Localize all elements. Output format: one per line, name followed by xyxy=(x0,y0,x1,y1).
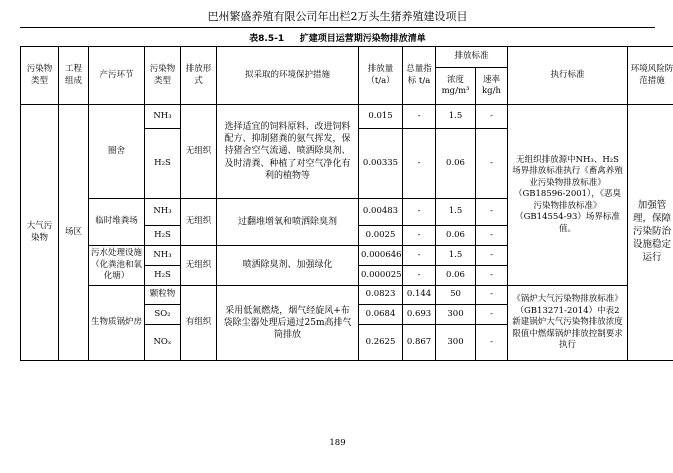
cell-exec: 无组织排放源中NH₃、H₂S场界排放标准执行《畜禽养殖业污染物排放标准》（GB18596-2001），《恶臭污染物排放标准》（GB14554-93）场界标准值。 xyxy=(508,105,628,286)
cell-rate: - xyxy=(476,129,508,199)
cell-measures: 过翻堆增氧和喷洒除臭剂 xyxy=(217,199,359,246)
emission-table xyxy=(20,46,673,361)
caption-label: 表8.5-1 xyxy=(249,34,285,44)
cell-amount: 0.000646 xyxy=(359,246,403,266)
col-header-conc: 浓度 mg/m³ xyxy=(436,68,476,105)
table-caption xyxy=(20,31,655,44)
cell-source: 生物质锅炉房 xyxy=(89,286,145,361)
cell-conc: 0.06 xyxy=(436,226,476,246)
cell-total: 0.693 xyxy=(403,305,436,325)
table-row xyxy=(21,105,673,129)
cell-pollutant: NH₃ xyxy=(145,199,181,226)
table-row xyxy=(21,286,673,305)
cell-amount: 0.0823 xyxy=(359,286,403,305)
cell-total: - xyxy=(403,226,436,246)
cell-rate: - xyxy=(476,226,508,246)
page-header: 巴州繁盛养殖有限公司年出栏2万头生猪养殖建设项目 xyxy=(207,10,468,23)
col-header-exec: 执行标准 xyxy=(508,47,628,105)
col-header-standard: 排放标准 xyxy=(436,47,508,68)
header-rule xyxy=(20,27,655,28)
cell-pollutant: H₂S xyxy=(145,129,181,199)
cell-pollutant: H₂S xyxy=(145,226,181,246)
cell-conc: 0.06 xyxy=(436,129,476,199)
cell-form: 有组织 xyxy=(181,286,217,361)
cell-total: 0.144 xyxy=(403,286,436,305)
col-header-amount: 排放量（t/a） xyxy=(359,47,403,105)
cell-form: 无组织 xyxy=(181,105,217,199)
cell-measures: 喷洒除臭剂、加强绿化 xyxy=(217,246,359,286)
col-header-pollutant: 污染物类型 xyxy=(145,47,181,105)
cell-pollutant: NH₃ xyxy=(145,105,181,129)
cell-rate: - xyxy=(476,199,508,226)
cell-amount: 0.0025 xyxy=(359,226,403,246)
cell-rate: - xyxy=(476,286,508,305)
cell-rate: - xyxy=(476,305,508,325)
cell-type: 大气污染物 xyxy=(21,105,59,361)
col-header-risk: 环境风险防范措施 xyxy=(628,47,673,105)
cell-amount: 0.00335 xyxy=(359,129,403,199)
cell-source: 圈舍 xyxy=(89,105,145,199)
caption-title: 扩建项目运营期污染物排放清单 xyxy=(299,34,426,44)
cell-exec: 《锅炉大气污染物排放标准》（GB13271-2014）中表2新建锅炉大气污染物排放浓度限值中燃煤锅炉排放控制要求执行 xyxy=(508,286,628,361)
cell-rate: - xyxy=(476,105,508,129)
cell-measures: 采用低氮燃烧，烟气经旋风+布袋除尘器处理后通过25m高排气筒排放 xyxy=(217,286,359,361)
page-number: 189 xyxy=(329,438,346,448)
cell-rate: - xyxy=(476,246,508,266)
cell-amount: 0.2625 xyxy=(359,325,403,361)
cell-total: - xyxy=(403,129,436,199)
cell-conc: 1.5 xyxy=(436,246,476,266)
cell-pollutant: NOₓ xyxy=(145,325,181,361)
cell-conc: 50 xyxy=(436,286,476,305)
cell-measures: 选择适宜的饲料原料、改进饲料配方、抑制猪粪的氨气挥发，保持猪舍空气流通、喷洒除臭剂、及时清粪、种植了对空气净化有利的植物等 xyxy=(217,105,359,199)
cell-rate: - xyxy=(476,266,508,286)
cell-conc: 300 xyxy=(436,325,476,361)
cell-total: - xyxy=(403,246,436,266)
cell-conc: 0.06 xyxy=(436,266,476,286)
cell-total: - xyxy=(403,266,436,286)
cell-total: - xyxy=(403,199,436,226)
cell-amount: 0.015 xyxy=(359,105,403,129)
col-header-source: 产污环节 xyxy=(89,47,145,105)
cell-pollutant: H₂S xyxy=(145,266,181,286)
cell-form: 无组织 xyxy=(181,246,217,286)
col-header-rate: 速率 kg/h xyxy=(476,68,508,105)
cell-form: 无组织 xyxy=(181,199,217,246)
cell-risk: 加强管理，保障污染防治设施稳定运行 xyxy=(628,105,673,361)
cell-source: 临时堆粪场 xyxy=(89,199,145,246)
cell-pollutant: NH₃ xyxy=(145,246,181,266)
cell-pollutant: 颗粒物 xyxy=(145,286,181,305)
cell-amount: 0.000025 xyxy=(359,266,403,286)
cell-rate: - xyxy=(476,325,508,361)
cell-pollutant: SO₂ xyxy=(145,305,181,325)
cell-conc: 300 xyxy=(436,305,476,325)
cell-total: - xyxy=(403,105,436,129)
col-header-form: 排放形式 xyxy=(181,47,217,105)
cell-conc: 1.5 xyxy=(436,199,476,226)
cell-unit: 场区 xyxy=(59,105,89,361)
col-header-total: 总量指标 t/a xyxy=(403,47,436,105)
cell-amount: 0.00483 xyxy=(359,199,403,226)
col-header-measures: 拟采取的环境保护措施 xyxy=(217,47,359,105)
cell-amount: 0.0684 xyxy=(359,305,403,325)
col-header-unit: 工程组成 xyxy=(59,47,89,105)
cell-source: 污水处理设施（化粪池和氧化塘） xyxy=(89,246,145,286)
cell-conc: 1.5 xyxy=(436,105,476,129)
cell-total: 0.867 xyxy=(403,325,436,361)
col-header-type: 污染物类型 xyxy=(21,47,59,105)
